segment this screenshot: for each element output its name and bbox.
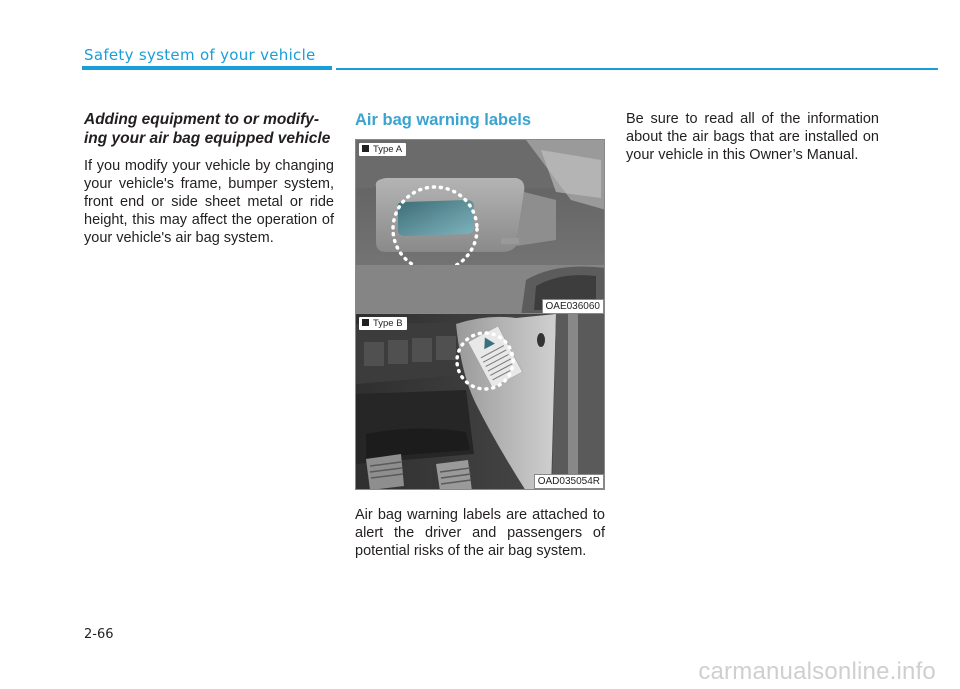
sun-visor-illustration	[356, 140, 605, 315]
photo-type-b	[355, 313, 605, 490]
page-number: 2-66	[84, 627, 114, 642]
right-body-text: Be sure to read all of the information about the air bags that are installed on your vehicle in this Owner’s Manual.	[626, 111, 879, 163]
header-rule-thick	[82, 66, 332, 70]
image-b-code: OAD035054R	[534, 474, 604, 489]
subheading-line-1: Adding equipment to or modify-	[84, 111, 320, 128]
type-b-label: Type B	[359, 317, 407, 330]
section-title: Safety system of your vehicle	[84, 46, 316, 64]
middle-column-body-wrap	[355, 506, 605, 560]
left-body-text: If you modify your vehicle by changing your vehicle's frame, bumper system, front end or side sheet metal or ride height, this may affect the operation of your vehicle's air bag system.	[84, 158, 334, 246]
header-rule-thin	[336, 68, 938, 70]
side-panel-illustration	[356, 314, 605, 490]
left-column	[84, 110, 334, 247]
image-a-code: OAE036060	[542, 299, 605, 314]
airbag-labels-heading: Air bag warning labels	[355, 111, 532, 129]
right-column	[626, 110, 879, 164]
middle-column-heading-wrap	[355, 110, 605, 130]
watermark: carmanualsonline.info	[698, 658, 936, 685]
type-a-label: Type A	[359, 143, 406, 156]
subheading	[84, 110, 334, 148]
middle-body-text: Air bag warning labels are attached to alert the driver and passengers of potential risks of the air bag system.	[355, 507, 605, 559]
subheading-line-2: ing your air bag equipped vehicle	[84, 130, 331, 147]
photo-type-a	[355, 139, 605, 315]
